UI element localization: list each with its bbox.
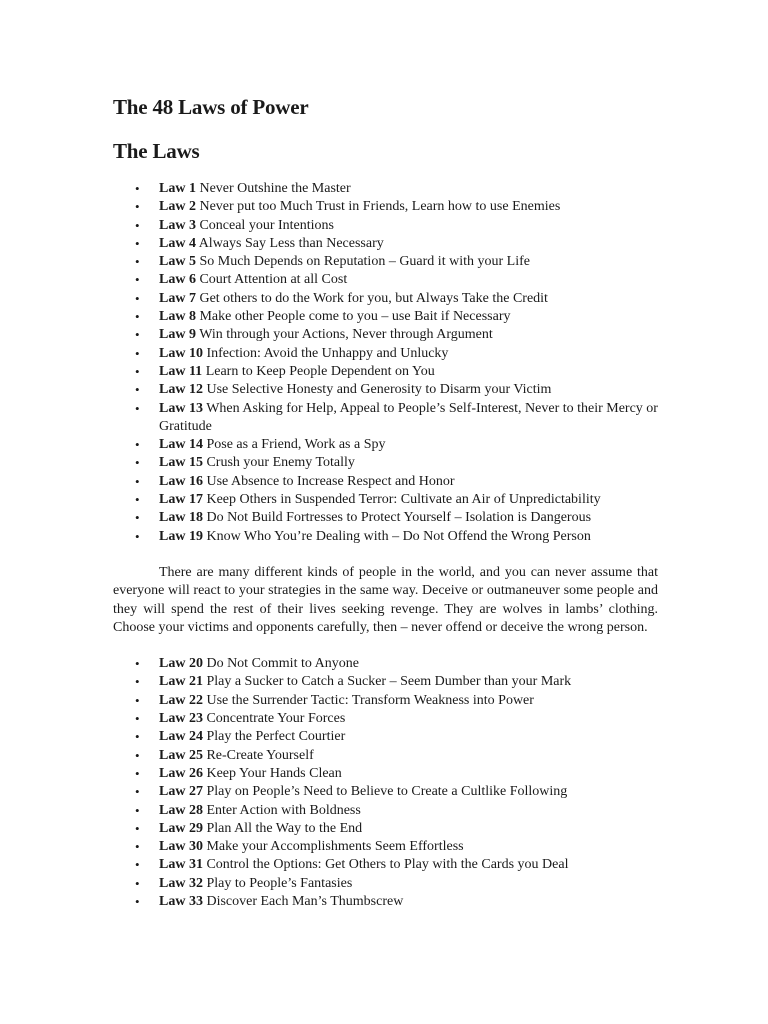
law-label: Law 22	[159, 692, 203, 708]
law-text: Never Outshine the Master	[199, 181, 351, 196]
law-text: Use Selective Honesty and Generosity to Disarm your Victim	[206, 382, 552, 398]
law-label: Law 19	[159, 528, 203, 544]
law-text: Pose as a Friend, Work as a Spy	[206, 437, 386, 453]
law-text: Keep Others in Suspended Terror: Cultivate an Air of Unpredictability	[206, 492, 601, 508]
law-label: Law 28	[159, 802, 203, 818]
law-list-item	[113, 673, 658, 691]
bullet-icon: •	[135, 656, 140, 672]
bullet-icon: •	[135, 893, 140, 909]
law-text: Infection: Avoid the Unhappy and Unlucky	[206, 345, 449, 361]
bullet-icon: •	[135, 692, 140, 708]
law-text: Do Not Commit to Anyone	[206, 656, 359, 672]
law-list-item	[113, 198, 658, 216]
law-text: Re-Create Yourself	[206, 747, 314, 763]
law-text: Concentrate Your Forces	[206, 711, 346, 727]
bullet-icon: •	[135, 382, 140, 398]
law-label: Law 15	[159, 455, 203, 471]
law-text: Play a Sucker to Catch a Sucker – Seem Dumber than your Mark	[206, 674, 572, 690]
law-label: Law 13	[159, 400, 203, 416]
law-list-item	[113, 692, 658, 710]
law-label: Law 5	[159, 254, 196, 270]
bullet-icon: •	[135, 199, 140, 215]
bullet-icon: •	[135, 875, 140, 891]
law-label: Law 31	[159, 857, 203, 873]
law-text: Play the Perfect Courtier	[206, 729, 346, 745]
law-label: Law 12	[159, 382, 203, 398]
bullet-icon: •	[135, 674, 140, 690]
law-label: Law 17	[159, 492, 203, 508]
law-list-item	[113, 783, 658, 801]
law-list-item	[113, 856, 658, 874]
law-text: Court Attention at all Cost	[199, 272, 348, 288]
bullet-icon: •	[135, 839, 140, 855]
bullet-icon: •	[135, 492, 140, 508]
law-label: Law 29	[159, 820, 203, 836]
bullet-icon: •	[135, 217, 140, 233]
bullet-icon: •	[135, 345, 140, 361]
law-label: Law 11	[159, 363, 203, 379]
law-text: Conceal your Intentions	[199, 217, 334, 233]
bullet-icon: •	[135, 820, 140, 836]
law-list-item	[113, 820, 658, 838]
law-list-item	[113, 875, 658, 893]
bullet-icon: •	[135, 747, 140, 763]
law-label: Law 26	[159, 765, 203, 781]
law-list-item	[113, 345, 658, 363]
law-list-item	[113, 710, 658, 728]
law-label: Law 6	[159, 272, 196, 288]
law-text: Make other People come to you – use Bait if Necessary	[199, 309, 511, 325]
bullet-icon: •	[135, 437, 140, 453]
law-text: Win through your Actions, Never through Argument	[199, 327, 493, 343]
law-text: Do Not Build Fortresses to Protect Yourself – Isolation is Dangerous	[206, 510, 592, 526]
law-text: Keep Your Hands Clean	[206, 765, 342, 781]
law-list-item	[113, 491, 658, 509]
law-list-item	[113, 326, 658, 344]
law-text: Make your Accomplishments Seem Effortless	[206, 839, 464, 855]
law-label: Law 33	[159, 893, 203, 909]
bullet-icon: •	[135, 181, 140, 196]
law-list-item	[113, 290, 658, 308]
bullet-icon: •	[135, 290, 140, 306]
law-text: Play to People’s Fantasies	[206, 875, 353, 891]
law-label: Law 23	[159, 711, 203, 727]
law-label: Law 25	[159, 747, 203, 763]
law-label: Law 20	[159, 656, 203, 672]
law-list-item	[113, 363, 658, 381]
law-list-item	[113, 436, 658, 454]
law-text: When Asking for Help, Appeal to People’s Self-Interest, Never to their Mercy or Gratitude	[159, 400, 658, 434]
bullet-icon: •	[135, 235, 140, 251]
law-list-item	[113, 655, 658, 673]
law-label: Law 10	[159, 345, 203, 361]
law-list-item	[113, 217, 658, 235]
bullet-icon: •	[135, 711, 140, 727]
bullet-icon: •	[135, 400, 140, 416]
law-text: Know Who You’re Dealing with – Do Not Offend the Wrong Person	[206, 528, 591, 544]
law-list-item	[113, 454, 658, 472]
law-list-item	[113, 180, 658, 198]
law-text: Use Absence to Increase Respect and Honor	[206, 473, 455, 489]
laws-list-1	[113, 180, 658, 546]
law-text: Discover Each Man’s Thumbscrew	[206, 893, 404, 909]
bullet-icon: •	[135, 765, 140, 781]
law-text: So Much Depends on Reputation – Guard it with your Life	[199, 254, 530, 270]
law-text: Plan All the Way to the End	[206, 820, 363, 836]
law-list-item	[113, 253, 658, 271]
law-list-item	[113, 271, 658, 289]
law-label: Law 14	[159, 437, 203, 453]
law-list-item	[113, 838, 658, 856]
laws-list-2	[113, 655, 658, 911]
law-text: Control the Options: Get Others to Play with the Cards you Deal	[206, 857, 569, 873]
law-label: Law 7	[159, 290, 196, 306]
law-label: Law 3	[159, 217, 196, 233]
law-label: Law 9	[159, 327, 196, 343]
bullet-icon: •	[135, 455, 140, 471]
document-page	[113, 92, 658, 911]
bullet-icon: •	[135, 327, 140, 343]
law-list-item	[113, 747, 658, 765]
bullet-icon: •	[135, 473, 140, 489]
law-label: Law 32	[159, 875, 203, 891]
law-label: Law 21	[159, 674, 203, 690]
law-label: Law 16	[159, 473, 203, 489]
law-label: Law 4	[159, 235, 196, 251]
body-paragraph: There are many different kinds of people in the world, and you can never assume that everyone will react to your strategies in the same way. Deceive or outmaneuver some people and they will spend the rest of their lives seeking revenge. They are wolves in lambs’ clothing. Choose your victims and opponents carefully, then – never offend or deceive the wrong person.	[113, 564, 658, 635]
law-list-item	[113, 893, 658, 911]
law-text: Use the Surrender Tactic: Transform Weakness into Power	[206, 692, 534, 708]
law-label: Law 27	[159, 784, 203, 800]
law-list-item	[113, 400, 658, 437]
section-title: The Laws	[113, 139, 200, 163]
bullet-icon: •	[135, 802, 140, 818]
bullet-icon: •	[135, 510, 140, 526]
bullet-icon: •	[135, 272, 140, 288]
law-text: Get others to do the Work for you, but Always Take the Credit	[199, 290, 548, 306]
bullet-icon: •	[135, 309, 140, 325]
law-label: Law 24	[159, 729, 203, 745]
law-text: Play on People’s Need to Believe to Create a Cultlike Following	[206, 784, 568, 800]
law-label: Law 18	[159, 510, 203, 526]
law-label: Law 2	[159, 199, 196, 215]
law-list-item	[113, 509, 658, 527]
document-title: The 48 Laws of Power	[113, 95, 309, 119]
law-label: Law 1	[159, 181, 196, 196]
law-text: Enter Action with Boldness	[206, 802, 361, 818]
bullet-icon: •	[135, 729, 140, 745]
law-list-item	[113, 728, 658, 746]
bullet-icon: •	[135, 528, 140, 544]
law-label: Law 8	[159, 309, 196, 325]
law-text: Always Say Less than Necessary	[198, 235, 384, 251]
law-list-item	[113, 765, 658, 783]
law-list-item	[113, 802, 658, 820]
law-text: Crush your Enemy Totally	[206, 455, 355, 471]
law-label: Law 30	[159, 839, 203, 855]
bullet-icon: •	[135, 784, 140, 800]
law-list-item	[113, 528, 658, 546]
law-list-item	[113, 381, 658, 399]
law-list-item	[113, 235, 658, 253]
bullet-icon: •	[135, 254, 140, 270]
bullet-icon: •	[135, 857, 140, 873]
law-text: Never put too Much Trust in Friends, Learn how to use Enemies	[199, 199, 561, 215]
bullet-icon: •	[135, 363, 140, 379]
law-list-item	[113, 308, 658, 326]
law-list-item	[113, 473, 658, 491]
law-text: Learn to Keep People Dependent on You	[205, 363, 435, 379]
